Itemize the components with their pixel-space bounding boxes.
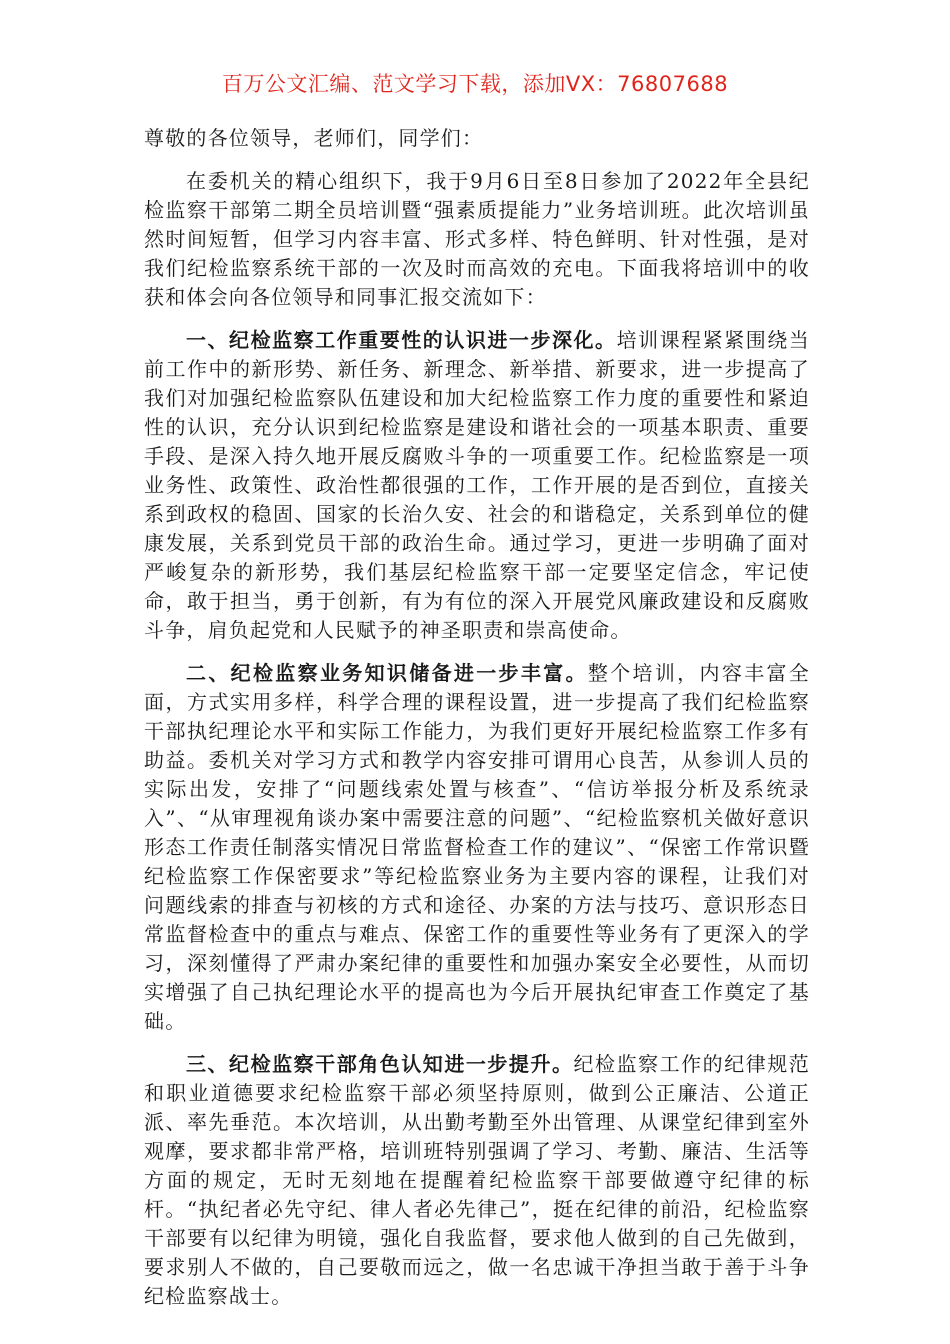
intro-paragraph: 在委机关的精心组织下，我于9月6日至8日参加了2022年全县纪检监察干部第二期全员培训暨“强素质提能力”业务培训班。此次培训虽然时间短暂，但学习内容丰富、形式多样、特色鲜明、针对性强，是对我们纪检监察系统干部的一次及时而高效的充电。下面我将培训中的收获和体会向各位领导和同事汇报交流如下：	[144, 169, 810, 309]
section-heading-2: 二、纪检监察业务知识储备进一步丰富。	[186, 661, 588, 685]
section-paragraph-2	[144, 659, 810, 1036]
document-body	[144, 124, 810, 1325]
section-body-2: 整个培训，内容丰富全面，方式实用多样，科学合理的课程设置，进一步提高了我们纪检监察干部执纪理论水平和实际工作能力，为我们更好开展纪检监察工作多有助益。委机关对学习方式和教学内容安排可谓用心良苦，从参训人员的实际出发，安排了“问题线索处置与核查”、“信访举报分析及系统录入”、“从审理视角谈办案中需要注意的问题”、“纪检监察机关做好意识形态工作责任制落实情况日常监督检查工作的建议”、“保密工作常识暨纪检监察工作保密要求”等纪检监察业务为主要内容的课程，让我们对问题线索的排查与初核的方式和途径、办案的方法与技巧、意识形态日常监督检查中的重点与难点、保密工作的重要性等业务有了更深入的学习，深刻懂得了严肃办案纪律的重要性和加强办案安全必要性，从而切实增强了自己执纪理论水平的提高也为今后开展执纪审查工作奠定了基础。	[144, 661, 811, 1033]
section-body-3: 纪检监察工作的纪律规范和职业道德要求纪检监察干部必须坚持原则，做到公正廉洁、公道正派、率先垂范。本次培训，从出勤考勤至外出管理、从课堂纪律到室外观摩，要求都非常严格，培训班特别强调了学习、考勤、廉洁、生活等方面的规定，无时无刻地在提醒着纪检监察干部要做遵守纪律的标杆。“执纪者必先守纪、律人者必先律己”，挺在纪律的前沿，纪检监察干部要有以纪律为明镜，强化自我监督，要求他人做到的自己先做到，要求别人不做的，自己要敬而远之，做一名忠诚干净担当敢于善于斗争纪检监察战士。	[144, 1052, 810, 1308]
section-body-1: 培训课程紧紧围绕当前工作中的新形势、新任务、新理念、新举措、新要求，进一步提高了我们对加强纪检监察队伍建设和加大纪检监察工作力度的重要性和紧迫性的认识，充分认识到纪检监察是建设和谐社会的一项基本职责、重要手段、是深入持久地开展反腐败斗争的一项重要工作。纪检监察是一项业务性、政策性、政治性都很强的工作，工作开展的是否到位，直接关系到政权的稳固、国家的长治久安、社会的和谐稳定，关系到单位的健康发展，关系到党员干部的政治生命。通过学习，更进一步明确了面对严峻复杂的新形势，我们基层纪检监察干部一定要坚定信念，牢记使命，敢于担当，勇于创新，有为有位的深入开展党风廉政建设和反腐败斗争，肩负起党和人民赋予的神圣职责和崇高使命。	[144, 328, 810, 642]
greeting-line: 尊敬的各位领导，老师们，同学们：	[144, 126, 484, 150]
section-heading-1: 一、纪检监察工作重要性的认识进一步深化。	[186, 328, 617, 352]
section-paragraph-1	[144, 326, 810, 645]
download-banner: 百万公文汇编、范文学习下载，添加VX：76807688	[221, 72, 729, 96]
section-heading-3: 三、纪检监察干部角色认知进一步提升。	[186, 1052, 574, 1076]
section-paragraph-3	[144, 1050, 810, 1311]
